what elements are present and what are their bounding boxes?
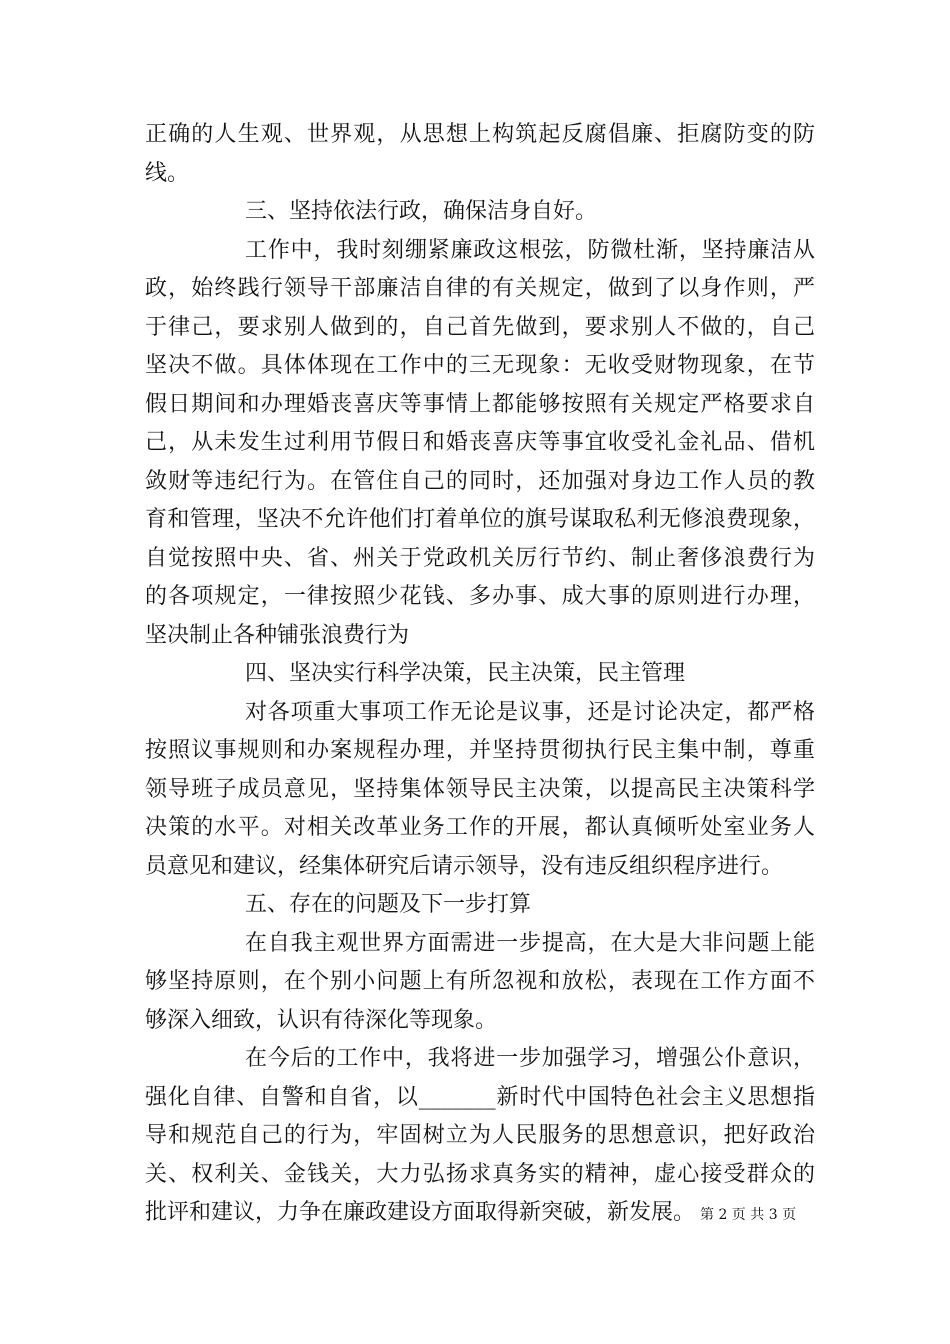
text-line: 导和规范自己的行为，牢固树立为人民服务的思想意识，把好政治 xyxy=(145,1123,815,1148)
text-line: 假日期间和办理婚丧喜庆等事情上都能够按照有关规定严格要求自 xyxy=(145,391,815,417)
text-line: 对各项重大事项工作无论是议事，还是讨论决定，都严格 xyxy=(245,699,815,725)
text-line: 坚决不做。具体体现在工作中的三无现象：无收受财物现象，在节 xyxy=(145,353,815,378)
text-line: 关、权利关、金钱关，大力弘扬求真务实的精神，虚心接受群众的 xyxy=(145,1161,815,1187)
text-line: 政，始终践行领导干部廉洁自律的有关规定，做到了以身作则，严 xyxy=(145,276,815,301)
text-line: 的各项规定，一律按照少花钱、多办事、成大事的原则进行办理， xyxy=(145,584,815,609)
text-line: 育和管理，坚决不允许他们打着单位的旗号谋取私利无修浪费现象， xyxy=(145,507,815,532)
text-line: 够深入细致，认识有待深化等现象。 xyxy=(145,1007,498,1033)
text-line: 于律己，要求别人做到的，自己首先做到，要求别人不做的，自己 xyxy=(145,314,815,340)
text-line: 敛财等违纪行为。在管住自己的同时，还加强对身边工作人员的教 xyxy=(145,468,815,494)
text-line: 在自我主观世界方面需进一步提高，在大是大非问题上能 xyxy=(245,930,815,956)
text-line: 坚决制止各种铺张浪费行为 xyxy=(145,622,410,648)
text-line: 工作中，我时刻绷紧廉政这根弦，防微杜渐，坚持廉洁从 xyxy=(245,237,815,263)
text-line: 按照议事规则和办案规程办理，并坚持贯彻执行民主集中制，尊重 xyxy=(145,738,815,763)
text-line: 决策的水平。对相关改革业务工作的开展，都认真倾听处室业务人 xyxy=(145,815,815,840)
text-line: 在今后的工作中，我将进一步加强学习，增强公仆意识， xyxy=(245,1046,815,1071)
text-line: 够坚持原则，在个别小问题上有所忽视和放松，表现在工作方面不 xyxy=(145,969,815,994)
section-heading: 四、坚决实行科学决策，民主决策，民主管理 xyxy=(245,661,686,686)
text-line: 自觉按照中央、省、州关于党政机关厉行节约、制止奢侈浪费行为 xyxy=(145,545,815,571)
document-body xyxy=(145,116,815,1233)
text-line: 线。 xyxy=(145,160,190,186)
text-line: 强化自律、自警和自省，以_______新时代中国特色社会主义思想指 xyxy=(145,1084,815,1110)
section-heading: 五、存在的问题及下一步打算 xyxy=(245,892,532,917)
section-heading: 三、坚持依法行政，确保洁身自好。 xyxy=(245,199,598,224)
text-line: 批评和建议，力争在廉政建设方面取得新突破，新发展。 xyxy=(145,1200,696,1225)
page-number: 第 2 页 共 3 页 xyxy=(700,1207,797,1223)
text-line: 员意见和建议，经集体研究后请示领导，没有违反组织程序进行。 xyxy=(145,853,784,879)
text-line: 正确的人生观、世界观，从思想上构筑起反腐倡廉、拒腐防变的防 xyxy=(145,122,815,147)
text-line: 己，从未发生过利用节假日和婚丧喜庆等事宜收受礼金礼品、借机 xyxy=(145,430,815,455)
text-line: 领导班子成员意见，坚持集体领导民主决策，以提高民主决策科学 xyxy=(145,776,815,802)
